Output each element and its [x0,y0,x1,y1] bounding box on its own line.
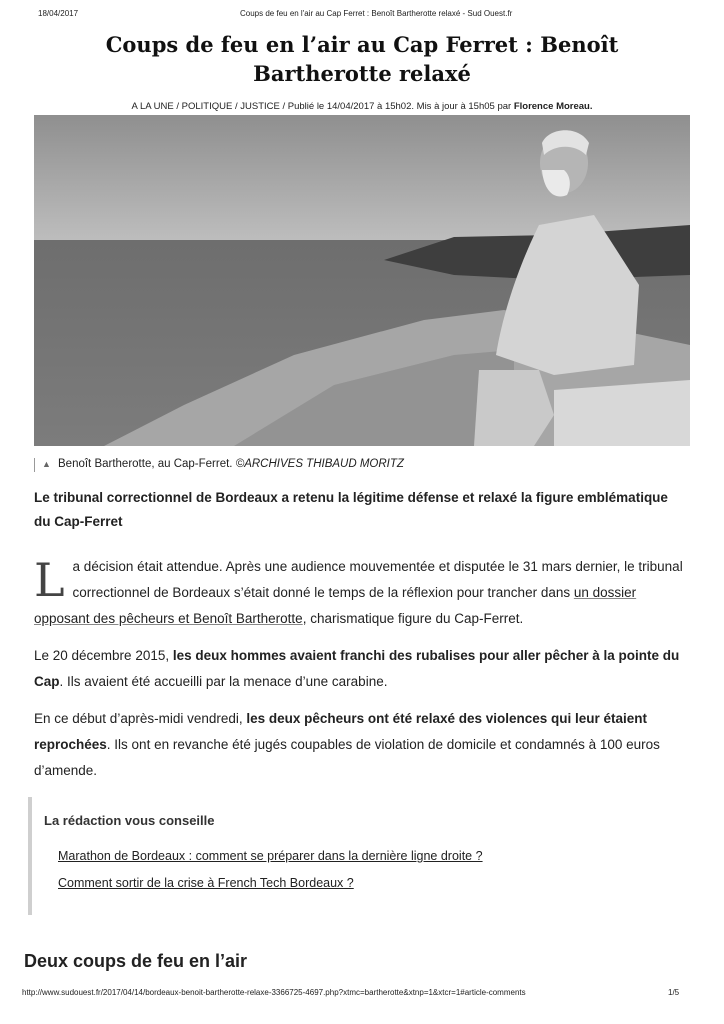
paragraph-2-text-end: . Ils avaient été accueilli par la menace d’une carabine. [59,674,388,689]
paragraph-2-text: Le 20 décembre 2015, [34,648,173,663]
paragraph-3-bold: les deux pêcheurs ont été relaxé des violences qui leur étaient reprochées [34,711,648,752]
article-headline: Coups de feu en l’air au Cap Ferret : Benoît Bartherotte relaxé [105,32,619,86]
print-page-title: Coups de feu en l'air au Cap Ferret : Benoît Bartherotte relaxé - Sud Ouest.fr [240,9,513,18]
recommendations-title: La rédaction vous conseille [44,813,215,828]
print-footer [0,988,724,1000]
print-header [0,9,724,21]
recommendations-box [24,797,674,915]
caption-credit: ©ARCHIVES THIBAUD MORITZ [235,458,404,470]
recommendation-link-french-tech[interactable]: Comment sortir de la crise à French Tech Bordeaux ? [58,876,354,890]
print-date: 18/04/2017 [38,9,79,18]
article-author: Florence Moreau. [513,101,593,112]
drop-cap: L [34,553,65,607]
paragraph-3-text: En ce début d’après-midi vendredi, [34,711,247,726]
article-paragraph-3 [34,706,684,784]
caption-bar [34,458,35,472]
photo-caption [34,457,690,475]
article-categories: A LA UNE / POLITIQUE / JUSTICE / [131,101,286,112]
page-number: 1/5 [668,988,680,997]
article-lead: Le tribunal correctionnel de Bordeaux a retenu la légitime défense et relaxé la figure emblématique du Cap-Ferret [34,490,668,529]
photo-illustration [34,115,690,446]
article-meta [40,101,684,112]
recommendations-bar [28,797,32,915]
print-url: http://www.sudouest.fr/2017/04/14/bordeaux-benoit-bartherotte-relaxe-3366725-4697.php?xtmc=bartherotte&xtnp=1&xtcr=1#article-comments [22,988,526,997]
dossier-link[interactable]: un dossier opposant des pêcheurs et Benoît Bartherotte [34,585,637,626]
caption-text [58,458,404,470]
article-paragraph-1 [34,554,684,632]
caption-description: Benoît Bartherotte, au Cap-Ferret. [58,458,233,470]
article-paragraph-2 [34,643,684,695]
recommendation-link-marathon[interactable]: Marathon de Bordeaux : comment se préparer dans la dernière ligne droite ? [58,849,483,863]
article-photo [34,115,690,446]
paragraph-1-text-end: , charismatique figure du Cap-Ferret. [302,611,524,626]
paragraph-2-bold: les deux hommes avaient franchi des rubalises pour aller pêcher à la pointe du Cap [34,648,680,689]
article-subheading: Deux coups de feu en l’air [24,951,248,971]
paragraph-3-text-end: . Ils ont en revanche été jugés coupables de violation de domicile et condamnés à 100 euros d’amende. [34,737,660,778]
paragraph-1-text: a décision était attendue. Après une audience mouvementée et disputée le 31 mars dernier, le tribunal correctionnel de Bordeaux s’était donné le temps de la réflexion pour trancher dans [72,559,683,600]
caption-triangle-icon: ▲ [42,459,51,469]
article-published: Publié le 14/04/2017 à 15h02. Mis à jour à 15h05 par [287,101,512,112]
